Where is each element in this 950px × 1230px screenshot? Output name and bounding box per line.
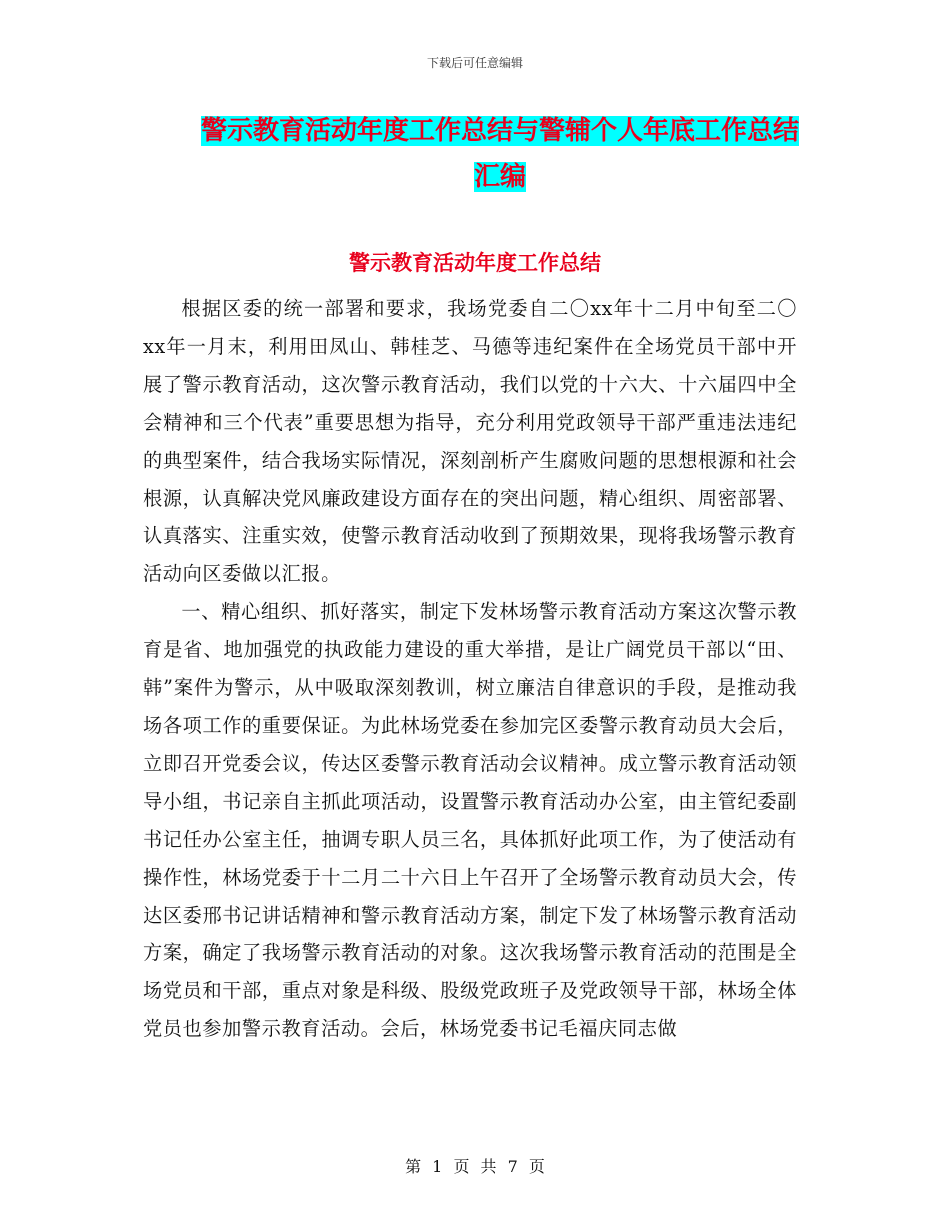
document-title xyxy=(150,108,850,200)
body-paragraph-1: 根据区委的统一部署和要求，我场党委自二〇xx年十二月中旬至二〇xx年一月末，利用田凤山、韩桂芝、马德等违纪案件在全场党员干部中开展了警示教育活动，这次警示教育活动，我们以党的十六大、十六届四中全会精神和三个代表”重要思想为指导，充分利用党政领导干部严重违法违纪的典型案件，结合我场实际情况，深刻剖析产生腐败问题的思想根源和社会根源，认真解决党风廉政建设方面存在的突出问题，精心组织、周密部署、认真落实、注重实效，使警示教育活动收到了预期效果，现将我场警示教育活动向区委做以汇报。 xyxy=(143,297,797,586)
body-paragraph-2: 一、精心组织、抓好落实，制定下发林场警示教育活动方案这次警示教育是省、地加强党的执政能力建设的重大举措，是让广阔党员干部以“田、韩”案件为警示，从中吸取深刻教训，树立廉洁自律意识的手段，是推动我场各项工作的重要保证。为此林场党委在参加完区委警示教育动员大会后，立即召开党委会议，传达区委警示教育活动会议精神。成立警示教育活动领导小组，书记亲自主抓此项活动，设置警示教育活动办公室，由主管纪委副书记任办公室主任，抽调专职人员三名，具体抓好此项工作，为了使活动有操作性，林场党委于十二月二十六日上午召开了全场警示教育动员大会，传达区委邢书记讲话精神和警示教育活动方案，制定下发了林场警示教育活动方案，确定了我场警示教育活动的对象。这次我场警示教育活动的范围是全场党员和干部，重点对象是科级、股级党政班子及党政领导干部，林场全体党员也参加警示教育活动。会后，林场党委书记毛福庆同志做 xyxy=(143,600,797,1041)
document-title-line-2: 汇编 xyxy=(473,162,526,192)
document-body xyxy=(143,290,797,1048)
document-title-line-1: 警示教育活动年度工作总结与警辅个人年底工作总结 xyxy=(200,116,799,146)
page-number-footer: 第 1 页 共 7 页 xyxy=(405,1157,545,1176)
section-title: 警示教育活动年度工作总结 xyxy=(349,251,601,275)
page-header-note: 下载后可任意编辑 xyxy=(426,56,523,70)
